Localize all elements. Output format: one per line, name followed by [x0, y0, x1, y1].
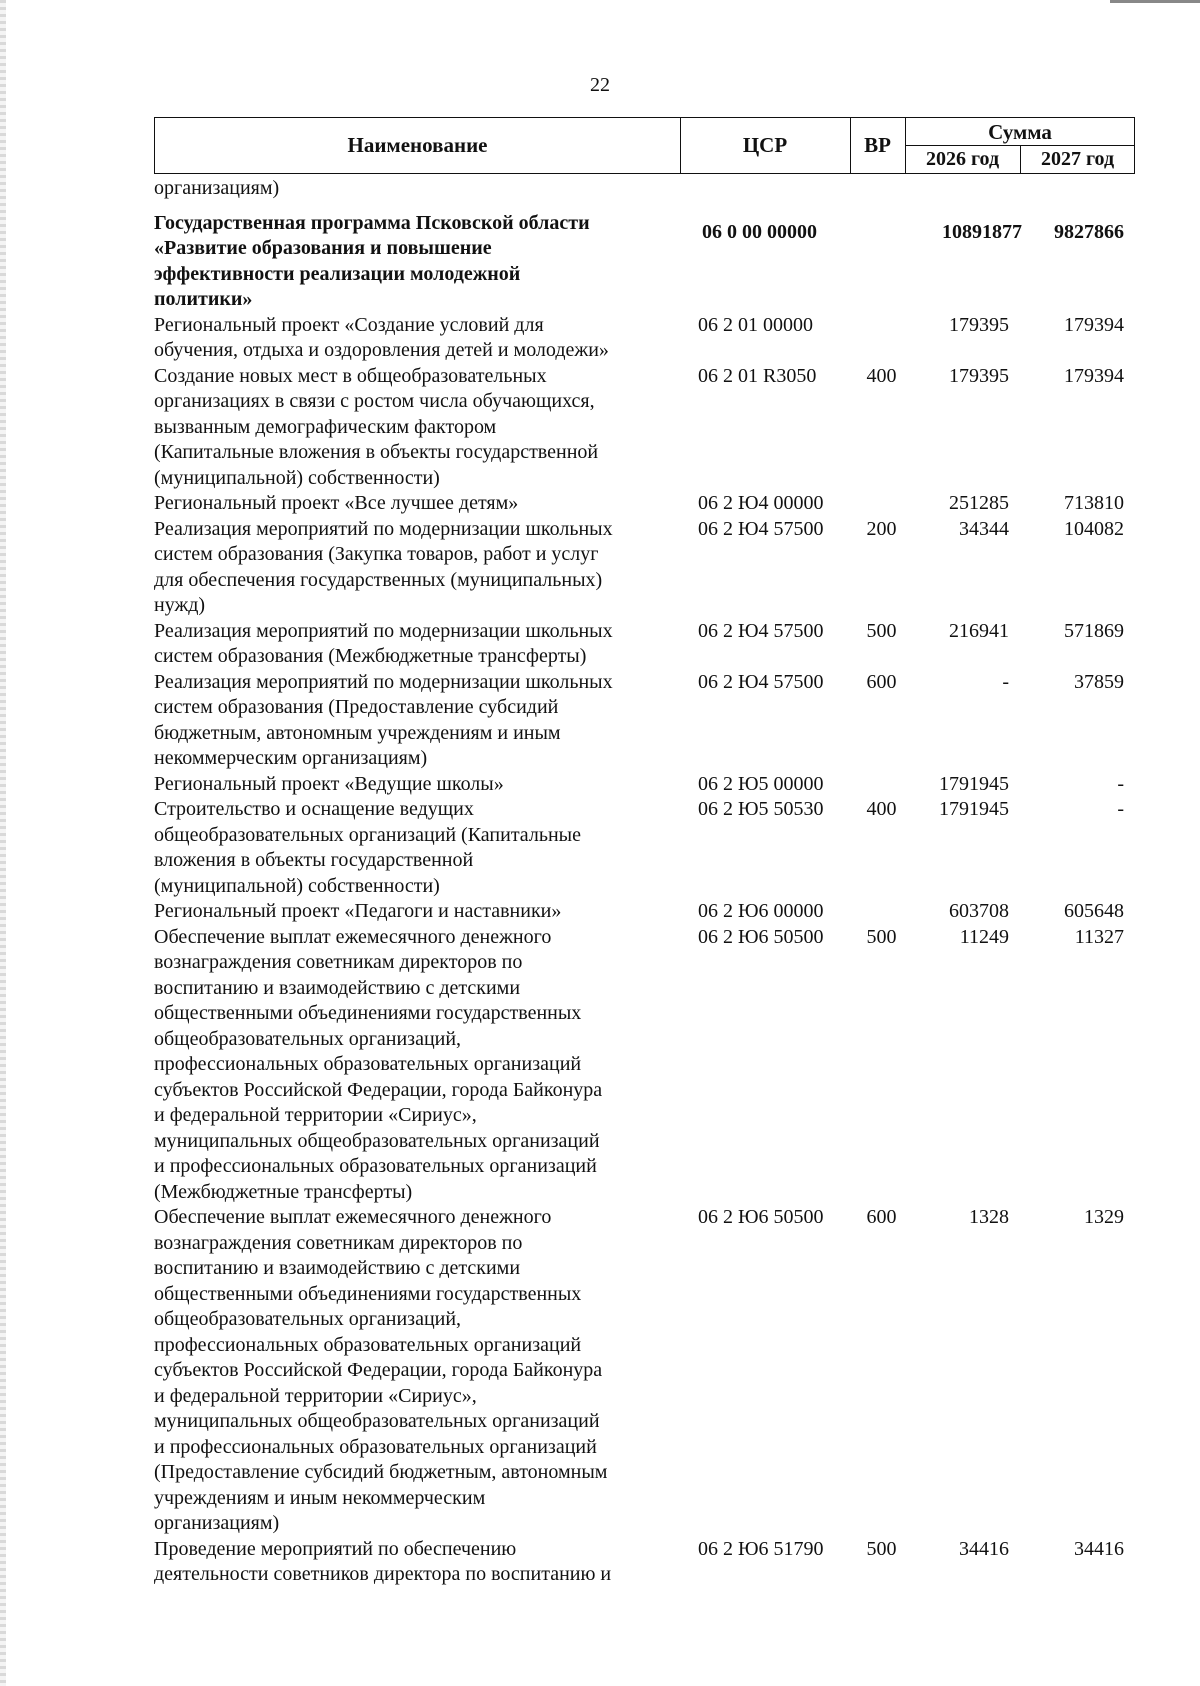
page-number: 22: [590, 74, 610, 96]
row-vr: 600: [866, 1206, 897, 1228]
table-row: [154, 797, 1135, 899]
row-sum-2027: 37859: [1074, 670, 1124, 693]
row-sum-2026: 10891877: [942, 220, 1022, 243]
row-sum-2026: 603708: [949, 900, 1009, 922]
table-row: [154, 1205, 1135, 1537]
row-csr: 06 2 01 R3050: [698, 364, 817, 387]
row-name: Реализация мероприятий по модернизации школьных систем образования (Предоставление субсидий бюджетным, автономным учреждениям и иным некоммерческим организациям): [154, 670, 613, 769]
row-csr: 06 2 Ю6 50500: [698, 925, 824, 948]
row-name: Создание новых мест в общеобразовательных организациях в связи с ростом числа обучающихся, вызванным демографическим фактором (Капитальные вложения в объекты государственной (муниципальной) собственности): [154, 364, 599, 489]
header-year-2026: 2026 год: [925, 148, 1000, 170]
header-year-2027: 2027 год: [1040, 148, 1115, 170]
row-vr: 400: [866, 798, 897, 820]
table-header: [154, 117, 1135, 174]
table-row: [154, 899, 1135, 925]
header-csr: ЦСР: [742, 133, 788, 157]
table-row: [154, 619, 1135, 670]
row-vr: 500: [866, 1537, 897, 1560]
row-vr: 600: [866, 670, 897, 693]
row-sum-2026: 1791945: [939, 772, 1009, 795]
row-csr: 06 2 Ю5 00000: [698, 772, 824, 795]
table-row: [154, 1537, 1135, 1588]
row-vr: 200: [866, 517, 897, 540]
row-sum-2027: 1329: [1084, 1206, 1124, 1228]
table-row: [154, 772, 1135, 798]
row-name: организациям): [154, 177, 280, 199]
row-sum-2026: 34344: [959, 517, 1009, 540]
row-name: Обеспечение выплат ежемесячного денежного вознаграждения советникам директоров по воспитанию и взаимодействию с детскими общественными объединениями государственных общеобразовательных организаций, профессиональных образовательных организаций субъектов Российской Федерации, города Байконура и федеральной территории «Сириус», муниципальных общеобразовательных организаций и профессиональных образовательных организаций (Предоставление субсидий бюджетным, автономным учреждениям и иным некоммерческим организациям): [154, 1206, 608, 1534]
row-sum-2026: 179395: [949, 313, 1009, 336]
row-csr: 06 2 01 00000: [698, 313, 813, 336]
row-sum-2027: 9827866: [1054, 220, 1124, 243]
row-sum-2026: 1791945: [939, 798, 1009, 820]
table-row: [154, 364, 1135, 492]
row-name: Обеспечение выплат ежемесячного денежного вознаграждения советникам директоров по воспитанию и взаимодействию с детскими общественными объединениями государственных общеобразовательных организаций, профессиональных образовательных организаций субъектов Российской Федерации, города Байконура и федеральной территории «Сириус», муниципальных общеобразовательных организаций и профессиональных образовательных организаций (Межбюджетные трансферты): [154, 925, 603, 1203]
row-name: Государственная программа Псковской области «Развитие образования и повышение эффективности реализации молодежной политики»: [154, 211, 590, 310]
scan-edge-left: [0, 0, 6, 1686]
row-name: Региональный проект «Создание условий для обучения, отдыха и оздоровления детей и молодежи»: [154, 313, 609, 361]
row-sum-2027: 571869: [1064, 619, 1124, 642]
scan-edge-top: [1110, 0, 1200, 3]
row-sum-2026: 216941: [949, 619, 1009, 642]
row-sum-2027: -: [1117, 798, 1124, 820]
row-sum-2026: 179395: [949, 364, 1009, 387]
row-sum-2027: 11327: [1074, 925, 1124, 948]
row-csr: 06 2 Ю4 00000: [698, 492, 824, 514]
row-vr: 500: [866, 925, 897, 948]
header-vr: ВР: [864, 133, 891, 157]
row-sum-2027: 34416: [1074, 1537, 1124, 1560]
row-csr: 06 2 Ю6 50500: [698, 1206, 824, 1228]
table-row: [154, 313, 1135, 364]
row-sum-2027: 104082: [1064, 517, 1124, 540]
row-csr: 06 2 Ю4 57500: [698, 670, 824, 693]
row-sum-2026: -: [1002, 670, 1009, 693]
row-csr: 06 2 Ю5 50530: [698, 798, 824, 820]
header-sum: Сумма: [988, 120, 1052, 144]
table-row: [154, 925, 1135, 1206]
row-csr: 06 0 00 00000: [702, 220, 817, 243]
row-name: Региональный проект «Педагоги и наставники»: [154, 900, 562, 922]
row-sum-2026: 11249: [959, 925, 1009, 948]
row-vr: 400: [866, 364, 897, 387]
row-sum-2027: -: [1117, 772, 1124, 795]
row-sum-2027: 605648: [1064, 900, 1124, 922]
row-sum-2026: 34416: [959, 1537, 1009, 1560]
row-csr: 06 2 Ю6 51790: [698, 1537, 824, 1560]
header-name: Наименование: [347, 133, 488, 157]
row-sum-2026: 251285: [949, 492, 1009, 514]
table-row: [154, 670, 1135, 772]
row-name: Проведение мероприятий по обеспечению деятельности советников директора по воспитанию и: [154, 1537, 612, 1585]
row-name: Реализация мероприятий по модернизации школьных систем образования (Закупка товаров, работ и услуг для обеспечения государственных (муниципальных) нужд): [154, 517, 613, 616]
row-name: Региональный проект «Все лучшее детям»: [154, 492, 519, 514]
row-vr: 500: [866, 619, 897, 642]
row-sum-2027: 179394: [1064, 364, 1124, 387]
table-row: [154, 202, 1135, 313]
row-csr: 06 2 Ю4 57500: [698, 517, 824, 540]
table-row: [154, 491, 1135, 517]
row-name: Региональный проект «Ведущие школы»: [154, 772, 504, 795]
table-row: [154, 176, 1135, 202]
row-csr: 06 2 Ю4 57500: [698, 619, 824, 642]
row-name: Строительство и оснащение ведущих общеобразовательных организаций (Капитальные вложения в объекты государственной (муниципальной) собственности): [154, 798, 581, 897]
table-row: [154, 517, 1135, 619]
row-sum-2026: 1328: [969, 1206, 1009, 1228]
row-name: Реализация мероприятий по модернизации школьных систем образования (Межбюджетные трансферты): [154, 619, 613, 667]
table-body: [154, 176, 1135, 1588]
row-sum-2027: 713810: [1064, 492, 1124, 514]
row-sum-2027: 179394: [1064, 313, 1124, 336]
row-csr: 06 2 Ю6 00000: [698, 900, 824, 922]
